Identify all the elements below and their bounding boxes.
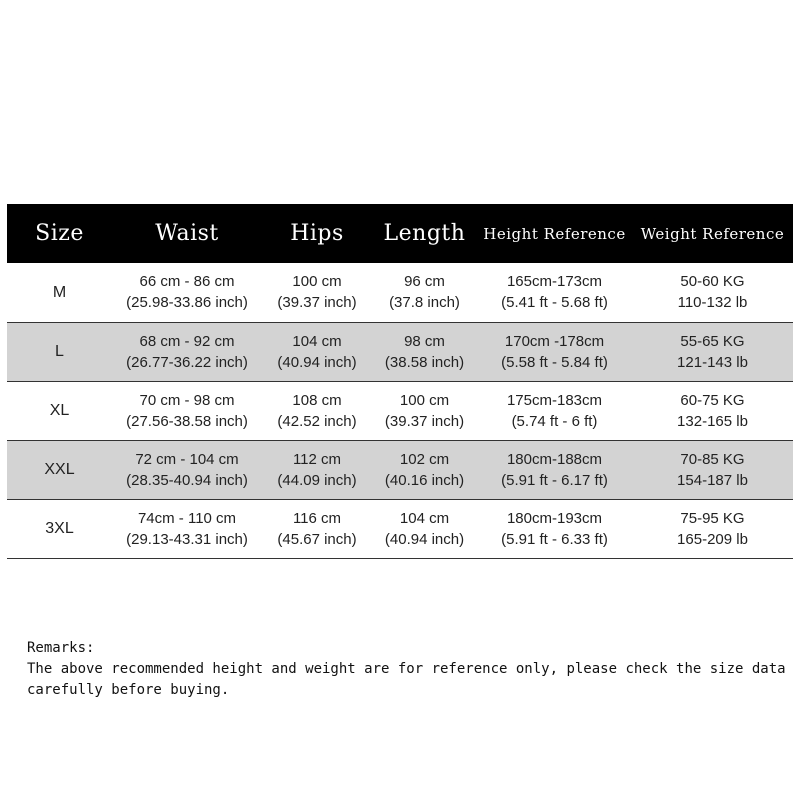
length-inch: (39.37 inch): [384, 412, 465, 430]
table-header: [7, 204, 793, 263]
length-inch: (40.16 inch): [384, 471, 465, 489]
header-waist: Waist: [155, 221, 219, 246]
header-row: [7, 204, 793, 263]
height-cell: [477, 499, 632, 558]
weight-cell: [632, 440, 793, 499]
length-cell: [372, 381, 477, 440]
weight-kg: 70-85 KG: [680, 450, 745, 468]
height-ft: (5.58 ft - 5.84 ft): [501, 353, 608, 371]
hips-cm: 116 cm: [292, 509, 342, 527]
length-inch: (38.58 inch): [384, 353, 465, 371]
header-height-reference: Height Reference: [483, 224, 626, 243]
hips-inch: (42.52 inch): [277, 412, 357, 430]
height-cm: 165cm-173cm: [506, 273, 603, 291]
table-row: [7, 499, 793, 558]
waist-inch: (25.98-33.86 inch): [126, 294, 248, 312]
hips-cell: [262, 263, 372, 322]
height-ft: (5.74 ft - 6 ft): [511, 412, 598, 430]
header-weight-reference: Weight Reference: [640, 224, 785, 243]
waist-inch: (29.13-43.31 inch): [126, 530, 248, 548]
height-cm: 170cm -178cm: [504, 332, 605, 350]
height-cm: 180cm-188cm: [506, 450, 603, 468]
waist-inch: (27.56-38.58 inch): [126, 412, 248, 430]
hips-cell: [262, 440, 372, 499]
hips-cm: 104 cm: [292, 332, 342, 350]
size-cell: M: [52, 283, 67, 301]
length-cm: 104 cm: [399, 509, 450, 527]
weight-kg: 50-60 KG: [680, 273, 745, 291]
size-cell: XXL: [44, 461, 75, 478]
hips-cm: 100 cm: [292, 273, 342, 291]
table-row: [7, 440, 793, 499]
weight-kg: 60-75 KG: [680, 391, 745, 409]
length-cm: 98 cm: [404, 332, 445, 350]
length-cell: [372, 263, 477, 322]
weight-lb: 132-165 lb: [677, 412, 748, 430]
table-row: [7, 322, 793, 381]
size-chart-table: [7, 204, 793, 559]
weight-cell: [632, 499, 793, 558]
weight-lb: 154-187 lb: [677, 471, 748, 489]
header-hips: Hips: [290, 221, 344, 246]
remarks-body: The above recommended height and weight are for reference only, please check the size data carefully before buying.: [27, 661, 786, 698]
weight-lb: 121-143 lb: [677, 353, 748, 371]
waist-cm: 68 cm - 92 cm: [139, 332, 235, 350]
weight-lb: 165-209 lb: [677, 530, 748, 548]
table-body: [7, 263, 793, 558]
height-ft: (5.91 ft - 6.33 ft): [501, 530, 608, 548]
length-inch: (37.8 inch): [389, 294, 460, 312]
size-cell: XL: [49, 402, 70, 419]
height-cell: [477, 263, 632, 322]
hips-inch: (45.67 inch): [277, 530, 357, 548]
weight-cell: [632, 381, 793, 440]
length-cell: [372, 499, 477, 558]
waist-cell: [112, 322, 262, 381]
waist-cm: 74cm - 110 cm: [137, 509, 237, 527]
waist-inch: (26.77-36.22 inch): [126, 353, 248, 371]
hips-cell: [262, 322, 372, 381]
length-cm: 100 cm: [399, 391, 450, 409]
remarks-title: Remarks:: [27, 640, 95, 656]
size-cell: L: [55, 343, 64, 360]
remarks-section: [27, 638, 787, 701]
height-ft: (5.91 ft - 6.17 ft): [501, 471, 608, 489]
waist-cm: 70 cm - 98 cm: [139, 391, 235, 409]
waist-cm: 72 cm - 104 cm: [135, 450, 239, 468]
hips-cm: 108 cm: [292, 391, 342, 409]
height-cm: 180cm-193cm: [506, 509, 603, 527]
table-row: [7, 263, 793, 322]
height-cell: [477, 381, 632, 440]
hips-inch: (39.37 inch): [277, 294, 357, 312]
hips-cell: [262, 381, 372, 440]
hips-cell: [262, 499, 372, 558]
hips-inch: (44.09 inch): [277, 471, 357, 489]
height-ft: (5.41 ft - 5.68 ft): [501, 294, 608, 312]
length-inch: (40.94 inch): [384, 530, 465, 548]
weight-cell: [632, 263, 793, 322]
height-cm: 175cm-183cm: [506, 391, 603, 409]
waist-inch: (28.35-40.94 inch): [126, 471, 248, 489]
length-cell: [372, 440, 477, 499]
length-cm: 96 cm: [404, 273, 445, 291]
weight-cell: [632, 322, 793, 381]
waist-cell: [112, 381, 262, 440]
waist-cell: [112, 263, 262, 322]
hips-cm: 112 cm: [292, 450, 342, 468]
weight-kg: 75-95 KG: [680, 509, 745, 527]
size-cell: 3XL: [45, 520, 74, 537]
header-size: Size: [35, 221, 84, 246]
weight-lb: 110-132 lb: [677, 294, 748, 312]
table-row: [7, 381, 793, 440]
length-cm: 102 cm: [399, 450, 450, 468]
height-cell: [477, 322, 632, 381]
waist-cell: [112, 499, 262, 558]
header-length: Length: [383, 221, 466, 246]
waist-cm: 66 cm - 86 cm: [139, 273, 235, 291]
hips-inch: (40.94 inch): [277, 353, 357, 371]
height-cell: [477, 440, 632, 499]
weight-kg: 55-65 KG: [680, 332, 745, 350]
waist-cell: [112, 440, 262, 499]
length-cell: [372, 322, 477, 381]
